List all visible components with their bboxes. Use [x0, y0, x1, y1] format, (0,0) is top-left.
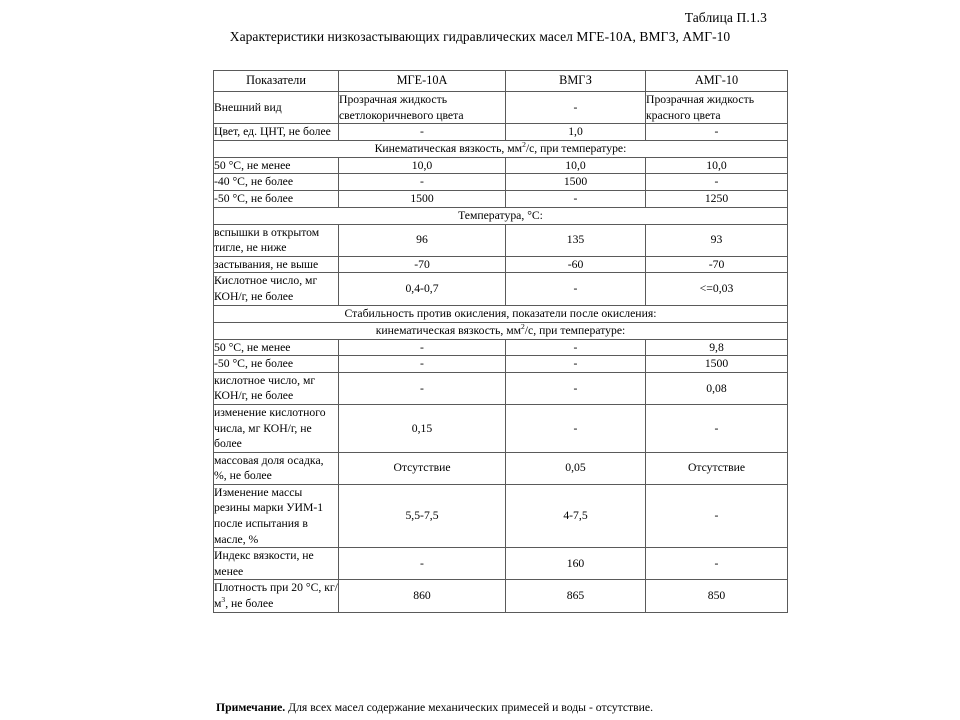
row-label: -50 °С, не более — [214, 190, 339, 207]
table-row — [214, 356, 788, 373]
row-label: Изменение массы резины марки УИМ-1 после испытания в масле, % — [214, 484, 339, 547]
row-label: изменение кислотного числа, мг КОН/г, не более — [214, 404, 339, 452]
cell-mge10a: -70 — [339, 256, 506, 273]
cell-amg10: 0,08 — [646, 372, 788, 404]
cell-amg10: 93 — [646, 224, 788, 256]
cell-vmgz: - — [506, 356, 646, 373]
table-row — [214, 273, 788, 305]
cell-mge10a: - — [339, 339, 506, 356]
cell-amg10: 850 — [646, 580, 788, 612]
row-label: -50 °С, не более — [214, 356, 339, 373]
cell-mge10a: 0,15 — [339, 404, 506, 452]
section-title-post: /с, при температуре: — [525, 141, 627, 155]
table-caption: Характеристики низкозастывающих гидравлических масел МГЕ-10А, ВМГЗ, АМГ-10 — [229, 29, 731, 44]
section-title — [214, 322, 788, 339]
row-label: Внешний вид — [214, 92, 339, 124]
note-label: Примечание. — [216, 701, 286, 714]
section-title-pre: кинематическая вязкость, мм — [375, 323, 521, 337]
cell-vmgz: - — [506, 372, 646, 404]
row-label-pre: Плотность при 20 °С, кг/м — [214, 581, 338, 611]
row-label: вспышки в открытом тигле, не ниже — [214, 224, 339, 256]
column-header-amg10: АМГ-10 — [646, 71, 788, 92]
cell-mge10a: - — [339, 548, 506, 580]
row-label: Индекс вязкости, не менее — [214, 548, 339, 580]
note-text: Для всех масел содержание механических примесей и воды - отсутствие. — [285, 701, 654, 714]
cell-mge10a: - — [339, 124, 506, 141]
row-label-post: , не более — [225, 597, 274, 611]
column-header-mge10a: МГЕ-10А — [339, 71, 506, 92]
table-row — [214, 92, 788, 124]
table-row — [214, 548, 788, 580]
table-row — [214, 339, 788, 356]
cell-mge10a: Отсутствие — [339, 452, 506, 484]
row-label: Кислотное число, мг КОН/г, не более — [214, 273, 339, 305]
row-label: застывания, не выше — [214, 256, 339, 273]
cell-mge10a: 860 — [339, 580, 506, 612]
section-title: Температура, °С: — [214, 207, 788, 224]
row-label: массовая доля осадка, %, не более — [214, 452, 339, 484]
cell-vmgz: 0,05 — [506, 452, 646, 484]
row-label — [214, 580, 339, 612]
cell-amg10: - — [646, 404, 788, 452]
table-row — [214, 174, 788, 191]
cell-vmgz: 160 — [506, 548, 646, 580]
cell-mge10a: - — [339, 372, 506, 404]
cell-vmgz: 865 — [506, 580, 646, 612]
section-title — [214, 140, 788, 157]
table-row — [214, 372, 788, 404]
section-title-post: /с, при температуре: — [524, 323, 626, 337]
section-title: Стабильность против окисления, показатели после окисления: — [214, 305, 788, 322]
cell-amg10: Прозрачная жидкость красного цвета — [646, 92, 788, 124]
cell-amg10: - — [646, 124, 788, 141]
specification-table — [213, 70, 788, 613]
column-header-indicator: Показатели — [214, 71, 339, 92]
cell-mge10a: - — [339, 356, 506, 373]
section-row-oxidation — [214, 305, 788, 322]
cell-amg10: - — [646, 484, 788, 547]
cell-vmgz: 4-7,5 — [506, 484, 646, 547]
table-row — [214, 256, 788, 273]
cell-mge10a: 10,0 — [339, 157, 506, 174]
section-title-superscript: 2 — [522, 140, 526, 150]
table-row — [214, 224, 788, 256]
table-row — [214, 404, 788, 452]
cell-vmgz: - — [506, 190, 646, 207]
cell-amg10: 9,8 — [646, 339, 788, 356]
cell-mge10a: - — [339, 174, 506, 191]
cell-amg10: 1250 — [646, 190, 788, 207]
specification-table-wrapper — [213, 70, 787, 613]
section-row-temperature — [214, 207, 788, 224]
row-label: Цвет, ед. ЦНТ, не более — [214, 124, 339, 141]
row-label: кислотное число, мг КОН/г, не более — [214, 372, 339, 404]
row-label-superscript: 3 — [221, 595, 226, 605]
section-row-viscosity-after-oxidation — [214, 322, 788, 339]
cell-vmgz: - — [506, 92, 646, 124]
cell-amg10: - — [646, 174, 788, 191]
table-number: Таблица П.1.3 — [684, 10, 767, 25]
row-label: 50 °С, не менее — [214, 157, 339, 174]
table-row — [214, 580, 788, 612]
cell-mge10a: 0,4-0,7 — [339, 273, 506, 305]
table-row — [214, 124, 788, 141]
table-row — [214, 157, 788, 174]
table-header-row — [214, 71, 788, 92]
cell-amg10: 10,0 — [646, 157, 788, 174]
section-row-viscosity — [214, 140, 788, 157]
section-title-pre: Кинематическая вязкость, мм — [374, 141, 523, 155]
cell-amg10: <=0,03 — [646, 273, 788, 305]
cell-amg10: - — [646, 548, 788, 580]
cell-mge10a: 96 — [339, 224, 506, 256]
row-label: -40 °С, не более — [214, 174, 339, 191]
cell-vmgz: - — [506, 404, 646, 452]
column-header-vmgz: ВМГЗ — [506, 71, 646, 92]
cell-vmgz: 1,0 — [506, 124, 646, 141]
row-label: 50 °С, не менее — [214, 339, 339, 356]
cell-vmgz: - — [506, 273, 646, 305]
cell-mge10a: 5,5-7,5 — [339, 484, 506, 547]
cell-amg10: -70 — [646, 256, 788, 273]
cell-vmgz: - — [506, 339, 646, 356]
table-note — [216, 700, 816, 715]
cell-amg10: 1500 — [646, 356, 788, 373]
table-row — [214, 190, 788, 207]
table-row — [214, 484, 788, 547]
cell-vmgz: 10,0 — [506, 157, 646, 174]
cell-amg10: Отсутствие — [646, 452, 788, 484]
cell-vmgz: 1500 — [506, 174, 646, 191]
cell-mge10a: 1500 — [339, 190, 506, 207]
table-row — [214, 452, 788, 484]
section-title-superscript: 2 — [521, 321, 525, 331]
cell-mge10a: Прозрачная жидкость светлокоричневого цвета — [339, 92, 506, 124]
cell-vmgz: -60 — [506, 256, 646, 273]
cell-vmgz: 135 — [506, 224, 646, 256]
table-heading-block — [193, 0, 767, 46]
